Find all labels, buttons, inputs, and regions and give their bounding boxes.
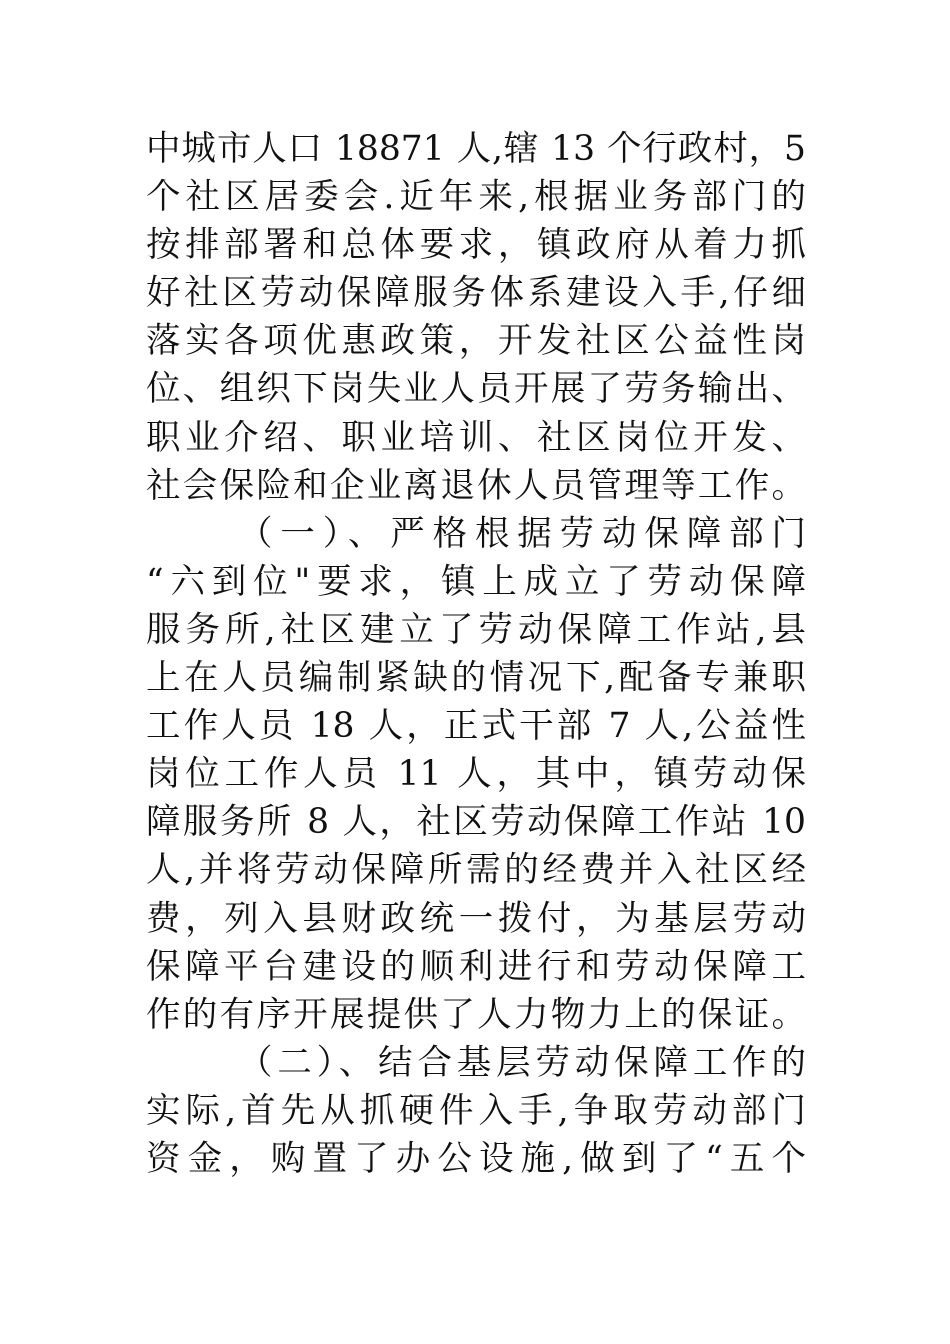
- text-line: 人,并将劳动保障所需的经费并入社区经: [146, 850, 806, 891]
- text-line: 服务所,社区建立了劳动保障工作站,县: [146, 609, 806, 650]
- text-line: 保障平台建设的顺利进行和劳动保障工: [146, 946, 806, 987]
- text-line: 落实各项优惠政策，开发社区公益性岗: [146, 321, 806, 362]
- text-line: 作的有序开展提供了人力物力上的保证。: [146, 994, 806, 1035]
- text-line: 障服务所 8 人，社区劳动保障工作站 10: [146, 802, 806, 843]
- text-line: “六到位"要求，镇上成立了劳动保障: [146, 561, 806, 602]
- text-line: 职业介绍、职业培训、社区岗位开发、: [146, 417, 806, 458]
- paragraph-heading: （二）、结合基层劳动保障工作的: [238, 1042, 806, 1083]
- text-line: 上在人员编制紧缺的情况下,配备专兼职: [146, 658, 806, 699]
- text-line: 中城市人口 18871 人,辖 13 个行政村，5: [146, 129, 806, 169]
- text-line: 工作人员 18 人，正式干部 7 人,公益性: [146, 706, 806, 747]
- text-line: 实际,首先从抓硬件入手,争取劳动部门: [146, 1090, 806, 1131]
- paragraph-heading: （一）、严格根据劳动保障部门: [238, 513, 806, 554]
- body-text: [146, 125, 826, 1183]
- text-line: 资金，购置了办公设施,做到了“五个: [146, 1138, 806, 1179]
- text-line: 社会保险和企业离退休人员管理等工作。: [146, 465, 806, 506]
- text-line: 个社区居委会.近年来,根据业务部门的: [146, 177, 806, 218]
- text-line: 好社区劳动保障服务体系建设入手,仔细: [146, 273, 806, 314]
- text-line: 岗位工作人员 11 人，其中，镇劳动保: [146, 754, 806, 795]
- text-line: 费，列入县财政统一拨付，为基层劳动: [146, 898, 806, 939]
- text-line: 位、组织下岗失业人员开展了劳务输出、: [146, 369, 806, 410]
- text-line: 按排部署和总体要求，镇政府从着力抓: [146, 225, 806, 266]
